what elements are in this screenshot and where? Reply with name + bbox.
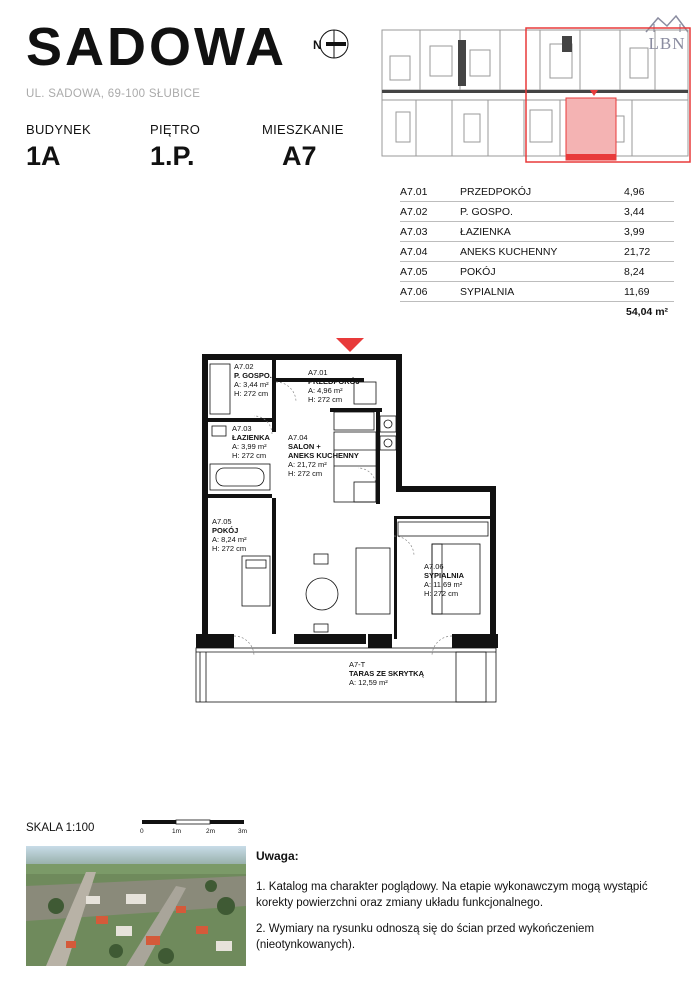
room-code: A7.05 <box>400 265 428 278</box>
building-info <box>26 122 91 172</box>
key-plan <box>380 26 692 164</box>
note-item: 2. Wymiary na rysunku odnoszą się do ścian przed wykończeniem (nieotynkowanych). <box>256 922 595 952</box>
room-label-height: H: 272 cm <box>232 451 267 460</box>
room-area: 21,72 <box>624 245 651 258</box>
room-label-height: H: 272 cm <box>288 469 323 478</box>
room-code: A7.01 <box>400 185 428 198</box>
room-area: 11,69 <box>624 285 650 298</box>
entrance-marker-icon <box>336 338 364 352</box>
terrace-label-area: A: 12,59 m² <box>349 678 388 687</box>
room-label-area: A: 4,96 m² <box>308 386 343 395</box>
table-row <box>400 242 674 262</box>
room-label-code: A7.03 <box>232 424 252 433</box>
floor-label: PIĘTRO <box>150 122 201 137</box>
compass-icon <box>312 24 352 69</box>
room-label-area: A: 3,44 m² <box>234 380 269 389</box>
room-label-name: SYPIALNIA <box>424 571 465 580</box>
room-label-height: H: 272 cm <box>212 544 247 553</box>
room-label-code: A7.04 <box>288 433 308 442</box>
room-area-table <box>400 182 674 302</box>
floor-value: 1.P. <box>150 141 195 171</box>
room-code: A7.02 <box>400 205 428 218</box>
room-label-height: H: 272 cm <box>234 389 269 398</box>
project-title: SADOWA <box>26 17 287 77</box>
project-address: UL. SADOWA, 69-100 SŁUBICE <box>26 88 201 100</box>
room-label-code: A7.01 <box>308 368 328 377</box>
building-label: BUDYNEK <box>26 122 91 137</box>
room-code: A7.03 <box>400 225 428 238</box>
room-label-name: POKÓJ <box>212 526 239 535</box>
room-label-name: SALON + <box>288 442 321 451</box>
room-label-code: A7.02 <box>234 362 254 371</box>
table-row <box>400 282 674 302</box>
room-area: 8,24 <box>624 265 645 278</box>
room-label-name: PRZEDPOKÓJ <box>308 377 360 386</box>
room-label-height: H: 272 cm <box>308 395 343 404</box>
room-label-code: A7.06 <box>424 562 444 571</box>
room-name: P. GOSPO. <box>460 205 513 218</box>
aerial-photo <box>26 846 246 966</box>
total-area: 54,04 m² <box>626 306 669 318</box>
scale-label: SKALA 1:100 <box>26 822 95 834</box>
terrace-label-code: A7-T <box>349 660 366 669</box>
table-row <box>400 202 674 222</box>
room-area: 3,44 <box>624 205 645 218</box>
room-name: PRZEDPOKÓJ <box>460 185 532 198</box>
room-label-area: A: 21,72 m² <box>288 460 327 469</box>
notes-title: Uwaga: <box>256 849 299 863</box>
table-row <box>400 222 674 242</box>
scale-tick: 0 <box>140 828 144 835</box>
apartment-info <box>262 122 344 172</box>
room-name: ANEKS KUCHENNY <box>460 245 558 258</box>
scale-tick: 3m <box>238 828 248 835</box>
room-label-name: ANEKS KUCHENNY <box>288 451 359 460</box>
room-label-code: A7.05 <box>212 517 232 526</box>
room-label-name: ŁAZIENKA <box>232 433 270 442</box>
scale-tick: 1m <box>172 828 182 835</box>
room-code: A7.04 <box>400 245 428 258</box>
building-value: 1A <box>26 141 61 171</box>
room-area: 3,99 <box>624 225 645 238</box>
room-area: 4,96 <box>624 185 645 198</box>
floor-plan <box>194 336 506 721</box>
note-item: 1. Katalog ma charakter poglądowy. Na etapie wykonawczym mogą wystąpić korekty powierzchni oraz zmiany układu funkcjonalnego. <box>256 880 648 909</box>
room-label-area: A: 11,69 m² <box>424 580 463 589</box>
table-row <box>400 262 674 282</box>
apartment-value: A7 <box>282 141 317 171</box>
scale-tick: 2m <box>206 828 216 835</box>
scale-bar <box>140 818 250 841</box>
room-code: A7.06 <box>400 285 428 298</box>
floor-info <box>150 122 200 172</box>
room-label-area: A: 8,24 m² <box>212 535 247 544</box>
terrace-label-name: TARAS ZE SKRYTKĄ <box>349 669 424 678</box>
notes-section <box>256 848 676 963</box>
compass-north-label: N <box>313 38 322 52</box>
room-name: POKÓJ <box>460 265 496 278</box>
table-row <box>400 182 674 202</box>
room-label-area: A: 3,99 m² <box>232 442 267 451</box>
room-label-name: P. GOSPO. <box>234 371 272 380</box>
room-label-height: H: 272 cm <box>424 589 459 598</box>
logo-text: LBN <box>648 34 686 53</box>
room-name: ŁAZIENKA <box>460 225 511 238</box>
apartment-label: MIESZKANIE <box>262 122 344 137</box>
room-name: SYPIALNIA <box>460 285 515 298</box>
